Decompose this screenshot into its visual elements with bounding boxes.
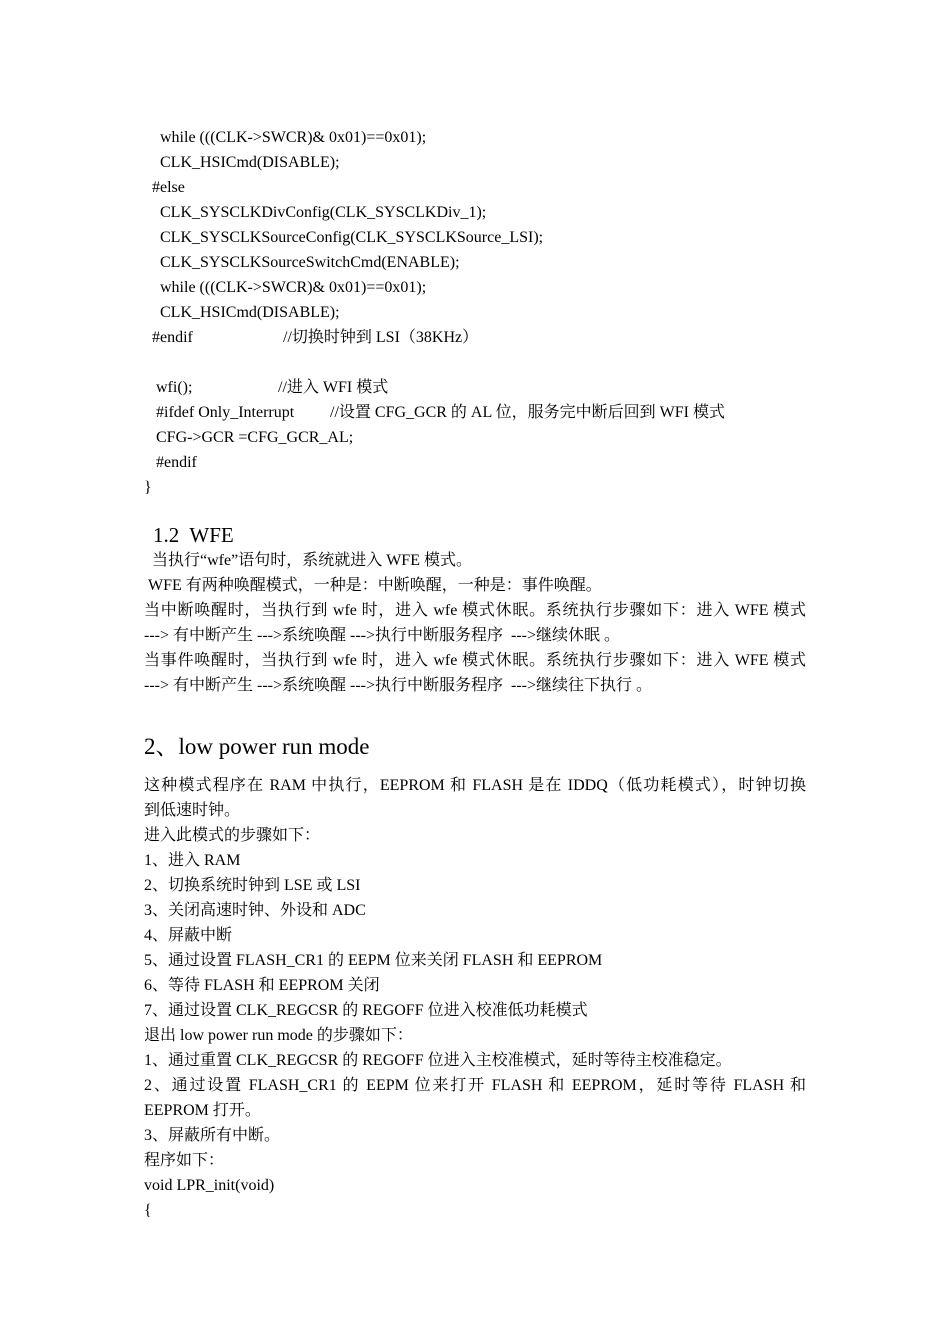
section-heading-wfe: 1.2 WFE	[153, 523, 234, 547]
list-item: 2、通过设置 FLASH_CR1 的 EEPM 位来打开 FLASH 和 EEPROM，延时等待 FLASH 和	[144, 1077, 806, 1094]
code-line-func-signature: void LPR_init(void)	[144, 1177, 275, 1194]
list-item-continuation: EEPROM 打开。	[144, 1102, 261, 1119]
paragraph-line: 这种模式程序在 RAM 中执行，EEPROM 和 FLASH 是在 IDDQ（低功耗模式），时钟切换	[144, 777, 806, 794]
code-line: #endif	[156, 454, 197, 471]
list-item: 6、等待 FLASH 和 EEPROM 关闭	[144, 977, 380, 994]
list-item: 2、切换系统时钟到 LSE 或 LSI	[144, 877, 361, 894]
code-line: CLK_SYSCLKSourceConfig(CLK_SYSCLKSource_LSI);	[152, 229, 544, 246]
code-line: while (((CLK->SWCR)& 0x01)==0x01);	[152, 129, 427, 146]
code-line: CLK_HSICmd(DISABLE);	[152, 304, 340, 321]
code-comment: //设置 CFG_GCR 的 AL 位，服务完中断后回到 WFI 模式	[330, 404, 725, 421]
code-line: }	[144, 479, 152, 496]
list-item: 7、通过设置 CLK_REGCSR 的 REGOFF 位进入校准低功耗模式	[144, 1002, 588, 1019]
steps-title: 退出 low power run mode 的步骤如下：	[144, 1027, 413, 1044]
list-item: 1、通过重置 CLK_REGCSR 的 REGOFF 位进入主校准模式，延时等待主校准稳定。	[144, 1052, 732, 1069]
paragraph-line: 当事件唤醒时，当执行到 wfe 时，进入 wfe 模式休眠。系统执行步骤如下：进入 WFE 模式	[144, 652, 806, 669]
code-comment: //切换时钟到 LSI（38KHz）	[283, 329, 479, 346]
paragraph-line: ---> 有中断产生 --->系统唤醒 --->执行中断服务程序 --->继续休眠 。	[144, 627, 621, 644]
code-line: CFG->GCR =CFG_GCR_AL;	[156, 429, 354, 446]
list-item: 3、关闭高速时钟、外设和 ADC	[144, 902, 366, 919]
paragraph-line: ---> 有中断产生 --->系统唤醒 --->执行中断服务程序 --->继续往下执行 。	[144, 677, 653, 694]
code-line-wfi: wfi();	[156, 379, 193, 396]
code-line-endif: #endif	[152, 329, 193, 346]
steps-title: 进入此模式的步骤如下：	[144, 827, 321, 844]
code-line-ifdef: #ifdef Only_Interrupt	[156, 404, 295, 421]
list-item: 4、屏蔽中断	[144, 927, 233, 944]
section-heading-lprun: 2、low power run mode	[144, 734, 370, 759]
code-line: CLK_SYSCLKDivConfig(CLK_SYSCLKDiv_1);	[152, 204, 487, 221]
paragraph: 当执行“wfe”语句时，系统就进入 WFE 模式。	[152, 552, 472, 569]
list-item: 1、进入 RAM	[144, 852, 241, 869]
code-line: while (((CLK->SWCR)& 0x01)==0x01);	[152, 279, 427, 296]
code-comment: //进入 WFI 模式	[278, 379, 389, 396]
program-title: 程序如下：	[144, 1152, 225, 1169]
paragraph-line: 当中断唤醒时，当执行到 wfe 时，进入 wfe 模式休眠。系统执行步骤如下：进入 WFE 模式	[144, 602, 806, 619]
list-item: 5、通过设置 FLASH_CR1 的 EEPM 位来关闭 FLASH 和 EEPROM	[144, 952, 603, 969]
code-line: CLK_HSICmd(DISABLE);	[152, 154, 340, 171]
paragraph: WFE 有两种唤醒模式，一种是：中断唤醒，一种是：事件唤醒。	[148, 577, 602, 594]
code-line: CLK_SYSCLKSourceSwitchCmd(ENABLE);	[152, 254, 460, 271]
paragraph-line: 到低速时钟。	[144, 802, 241, 819]
code-line: {	[144, 1202, 152, 1219]
list-item: 3、屏蔽所有中断。	[144, 1127, 281, 1144]
code-line: #else	[152, 179, 185, 196]
